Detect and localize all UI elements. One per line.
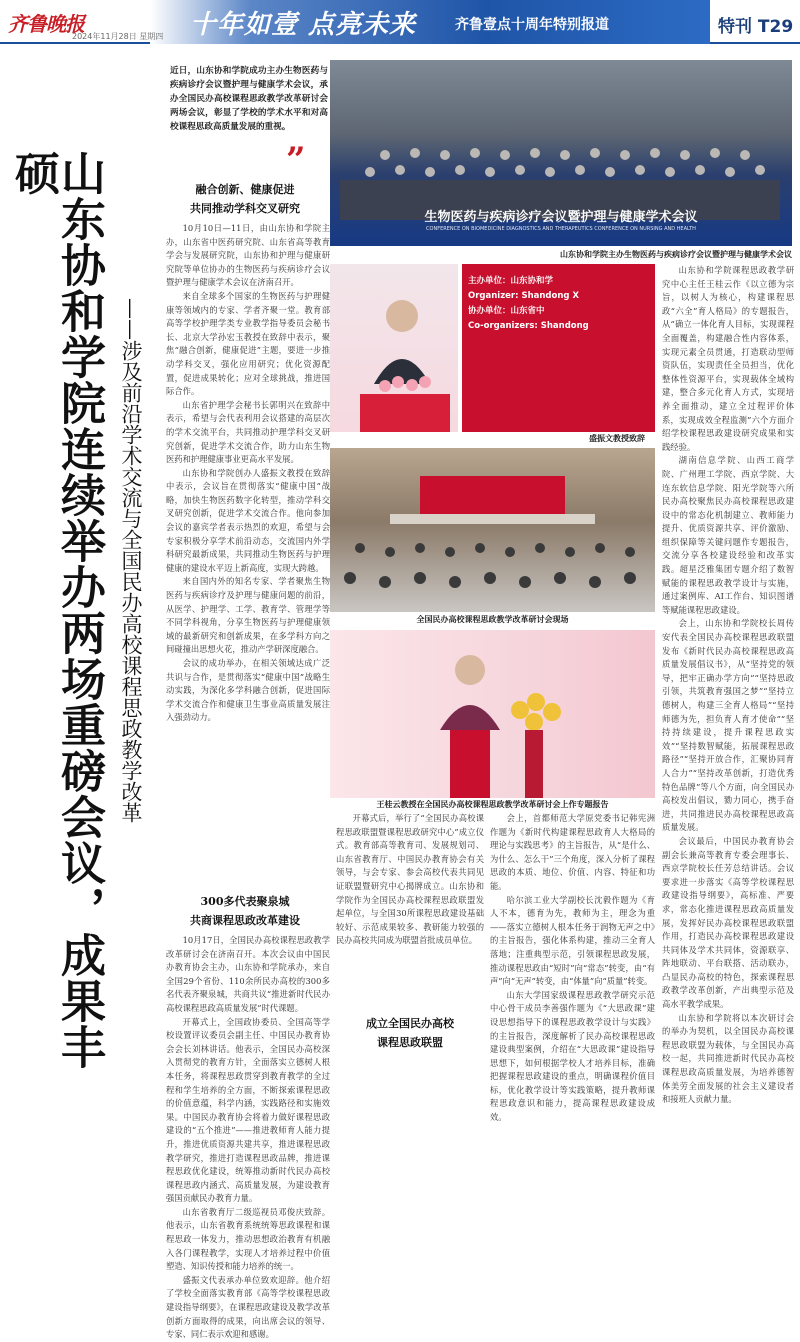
- section3-para: 山东协和学院课程思政教学研究中心主任王桂云作《以立德为宗旨，以树人为核心，构建课程思政“六全”育人格局》的专题报告，从“确立一体化育人目标，实现课程全面覆盖，构建融合性内容体系，实现元素全员贯通，打造联动型师资队伍，实现责任全员担当，优化整体性资源平台，实现载体全域构建，整合多元化育人方式，实现培养全面推动，建立全过程评价体系，实现成效全程监测”六个方面介绍学校课程思政建设研究成果和实践经验。: [662, 265, 794, 452]
- section1-para: 来自国内外的知名专家、学者聚焦生物医药与疾病诊疗及护理与健康问题的前沿，从医学、护理学、工学、教育学、管理学等不同学科视角，分享生物医药与护理健康领域的最新研究和创新成果，在多学科方向之间碰撞出思想火花，推动产学研深度融合。: [166, 576, 330, 655]
- photo-seminar-hall: [330, 448, 655, 612]
- section2-para: 开幕式上，全国政协委员、全国高等学校设置评议委员会副主任、中国民办教育协会会长刘林讲话。他表示，全国民办高校深入贯彻党的教育方针，全面落实立德树人根本任务，将课程思政贯穿到教育教学的全过程和学生培养的全方面，不断探索课程思政的价值意蕴，科学内涵，实践路径和实施效果。中国民办教育协会将着力做好课程思政建设的“五个推进”——推进教师育人能力提升，推进优质资源共建共享，推进课程思政教学研究，推进打造课程思政品牌，推进课程思政优化建设，统筹推动新时代民办高校课程思政内涵式、高质量发展，为建设教育强国贡献民办教育力量。: [166, 1016, 330, 1204]
- speaker-illustration: [330, 264, 458, 432]
- photo3-caption: 全国民办高校课程思政教学改革研讨会现场: [416, 615, 569, 624]
- section1-body: [166, 222, 330, 882]
- right-column: [662, 264, 794, 1170]
- section3-para: 哈尔滨工业大学副校长沈毅作题为《育人不本，德育为先，教师为主，理念为重——落实立德树人根本任务于润物无声之中》的主旨报告，强化体系构建，推动三全育人落地；注重典型示范，引领课程思政发展，推动课程思政由“短时”向“常态”转变，由“有声”向“无声”转变，由“体量”向“质量”转变。: [490, 894, 655, 987]
- page-number: 特刊 T29: [718, 17, 794, 37]
- special-banner-subtitle: 齐鲁壹点十周年特别报道: [455, 17, 609, 33]
- conference-banner-en: CONFERENCE ON BIOMEDICINE DIAGNOSTICS AND THERAPEUTICS CONFERENCE ON NURSING AND HEALTH: [426, 226, 696, 232]
- section3-para: 山东大学国家级课程思政教学研究示范中心骨干成员李善强作题为《“大思政课”建设思想指导下的课程思政教学设计与实践》的主旨报告，深度解析了民办高校课程思政建设典型案例，介绍在“大思政课”建设指导思想下，如何根据学校人才培养目标，准确把握课程思政建设的重点，明确课程价值目标，优化教学设计等实践策略，提升教师课程思政意识和能力，提高课程思政建设成效。: [490, 989, 655, 1123]
- section3-para: 山东协和学院将以本次研讨会的举办为契机，以全国民办高校课程思政联盟为载体，与全国民办高校一起，共同推进新时代民办高校课程思政高质量发展，为培养德智体美劳全面发展的社会主义建设者和接班人贡献力量。: [662, 1012, 794, 1105]
- hall-illustration: [330, 448, 655, 612]
- photo2-caption: 盛振文教授致辞: [589, 434, 645, 443]
- photo-speaker-sheng: [330, 264, 458, 432]
- section3-middle: [490, 812, 655, 1170]
- photo-group-conference: [330, 60, 792, 246]
- section2-para: 10月17日，全国民办高校课程思政教学改革研讨会在济南召开。本次会议由中国民办教育协会主办，山东协和学院承办，来自全国29个省份、110余所民办高校的300多名代表齐聚泉城，共商共议“推进新时代民办高校课程思政高质量发展”时代课题。: [166, 935, 330, 1013]
- section3-para: 开幕式后，举行了“全国民办高校课程思政联盟暨课程思政研究中心”成立仪式。教育部高等教育司、发展规划司、山东省教育厅、中国民办教育协会有关领导，与会专家、参会高校代表共同见证联盟暨研究中心揭牌成立。山东协和学院作为全国民办高校课程思政联盟发起单位，与全国30所课程思政建设基础较好、示范成果较多、教研能力较强的民办高校共同成为联盟首批成员单位。: [336, 813, 484, 946]
- section3-para: 湖南信息学院、山西工商学院、广州理工学院、西京学院、大连东软信息学院、阳光学院等六所民办高校聚焦民办高校课程思政建设中的常态化机制建立、教师能力提升、优质资源共享、评价激励、组织保障等关键问题作专题报告，交流分享各校建设经验和改革实践。超星泛雅集团专题介绍了数智赋能的课程思政教学设计与实施，通过案例库、AI工作台、知识图谱等赋能课程思政建设。: [662, 455, 794, 615]
- section2-para: 盛振文代表承办单位致欢迎辞。他介绍了学校全面落实教育部《高等学校课程思政建设指导纲要》，在课程思政建设及教学改革创新方面取得的成果，向出席会议的领导、专家、同仁表示欢迎和感谢。: [166, 1274, 330, 1340]
- quote-mark-icon: ”: [286, 140, 306, 180]
- photo-event-board: [462, 264, 655, 432]
- section1-para: 山东协和学院创办人盛振文教授在致辞中表示，会议旨在贯彻落实“健康中国”战略，加快生物医药数字化转型，推动学科交叉研究创新，促进学术交流合作。他向参加会议的嘉宾学者表示热烈的欢迎，希望与会专家积极分享学术前沿动态，交流国内外学科研究最新成果，共同推动生物医药与护理健康的建设水平迈上新高度，实现大跨越。: [166, 467, 330, 573]
- section2-heading: 300多代表聚泉城 共商课程思政改革建设: [190, 895, 300, 927]
- section2-para: 山东省教育厅二级巡视员邓俊庆致辞。他表示，山东省教育系统统筹思政课程和课程思政一体发力，推动思想政治教育有机融入各门课程教学，实现人才培养过程中价值塑造、知识传授和能力培养的统一。: [166, 1206, 330, 1272]
- speaker2-illustration: [330, 630, 655, 798]
- board-text: [468, 274, 589, 334]
- conference-banner-text: 生物医药与疾病诊疗会议暨护理与健康学术会议: [424, 210, 698, 225]
- board-line: Co-organizers: Shandong: [468, 321, 589, 331]
- issue-date: 2024年11月28日 星期四: [72, 32, 164, 41]
- board-line: Organizer: Shandong X: [468, 291, 579, 301]
- section2-body: [166, 934, 330, 1340]
- section2-continued: [336, 812, 484, 1012]
- sub-headline: ——涉及前沿学术交流与全国民办高校课程思政教学改革: [119, 298, 143, 823]
- section1-heading: 融合创新、健康促进 共同推动学科交叉研究: [190, 183, 300, 215]
- board-line: 协办单位：山东省中: [468, 306, 545, 316]
- newspaper-brand: 齐鲁晚报: [8, 12, 84, 36]
- special-banner-title: 十年如壹 点亮未来: [190, 10, 417, 40]
- section1-para: 山东省护理学会秘书长郭明兴在致辞中表示，希望与会代表利用会议搭建的高层次的学术交流平台，共同推动护理学科交叉研究创新，促进学术交流合作，助力山东生物医药和护理健康事业更高水平发展。: [166, 399, 330, 465]
- section1-para: 10月10日—11日，由山东协和学院主办，山东省中医药研究院、山东省高等教育学会与发展研究院，山东协和护理与健康研究院等单位协办的生物医药与疾病诊疗会议暨护理与健康学术会议在济南召开。: [166, 223, 330, 288]
- section3-para: 会议最后，中国民办教育协会副会长兼高等教育专委会理事长、西京学院校长任芳总结讲话。会议要求进一步落实《高等学校课程思政建设指导纲要》，高标准、严要求，常态化推进课程思政高质量发展，发挥好民办高校课程思政联盟作用，打造民办高校课程思政建设共同体及学术共同体，资源联享、阵地联动、平台联搭、活动联办，凸显民办高校的特色，探索课程思政教学改革创新，产出典型示范及高水平教学成果。: [662, 835, 794, 1010]
- section1-para: 会议的成功举办，在相关领域达成广泛共识与合作，是贯彻落实“健康中国”战略生动实践，为深化多学科融合创新，促进国际学术交流合作和健康卫生事业高质量发展注入强劲动力。: [166, 658, 330, 723]
- section3-heading: 成立全国民办高校 课程思政联盟: [366, 1017, 454, 1049]
- section1-para: 来自全球多个国家的生物医药与护理健康等领域内的专家、学者齐聚一堂。教育部高等学校护理学类专业教学指导委员会秘书长、北京大学孙宏玉教授在致辞中表示，聚焦“融合创新，健康促进”主题，要进一步推动学科交叉，强化应用研究；优化资源配置，促进成果转化；应对全球挑战，推进国际合作。: [166, 290, 330, 397]
- section3-para: 会上，山东协和学院校长周传安代表全国民办高校课程思政联盟发布《新时代民办高校课程思政高质量发展倡议书》，从“坚持党的领导，把牢正确办学方向”“坚持思政引领，共筑教育强国之梦”“坚持立德树人，构建三全育人格局”“坚持师德为先，担负育人育才使命”“坚持持续建设，提升课程思政实效”“坚持数智赋能，拓展课程思政路径”“坚持开放合作，汇聚协同育人合力”“坚持改革创新，打造优秀特色品牌”等八个方面，向全国民办高校发出倡议，勠力同心，携手奋进，共同推进民办高校课程思政高质量发展。: [662, 618, 794, 833]
- photo-speaker-wang: [330, 630, 655, 798]
- section3-para: 会上，首都师范大学原党委书记韩宪洲作题为《新时代构建课程思政育人大格局的理论与实践思考》的主旨报告，从“是什么、为什么、怎么干”三个角度，深入分析了课程思政的本质、地位、价值、内容、特征和功能。: [490, 813, 655, 891]
- headline: 山东协和学院连续举办两场重磅会议，成果丰硕: [7, 150, 106, 1070]
- photo1-caption: 山东协和学院主办生物医药与疾病诊疗会议暨护理与健康学术会议: [560, 250, 792, 259]
- lead-paragraph: 近日，山东协和学院成功主办生物医药与疾病诊疗会议暨护理与健康学术会议，承办全国民办高校课程思政教学改革研讨会两场会议，彰显了学校的学术水平和对高校课程思政高质量发展的重视。: [170, 66, 328, 132]
- board-line: 主办单位：山东协和学: [468, 276, 554, 286]
- photo4-caption: 王桂云教授在全国民办高校课程思政教学改革研讨会上作专题报告: [376, 800, 609, 809]
